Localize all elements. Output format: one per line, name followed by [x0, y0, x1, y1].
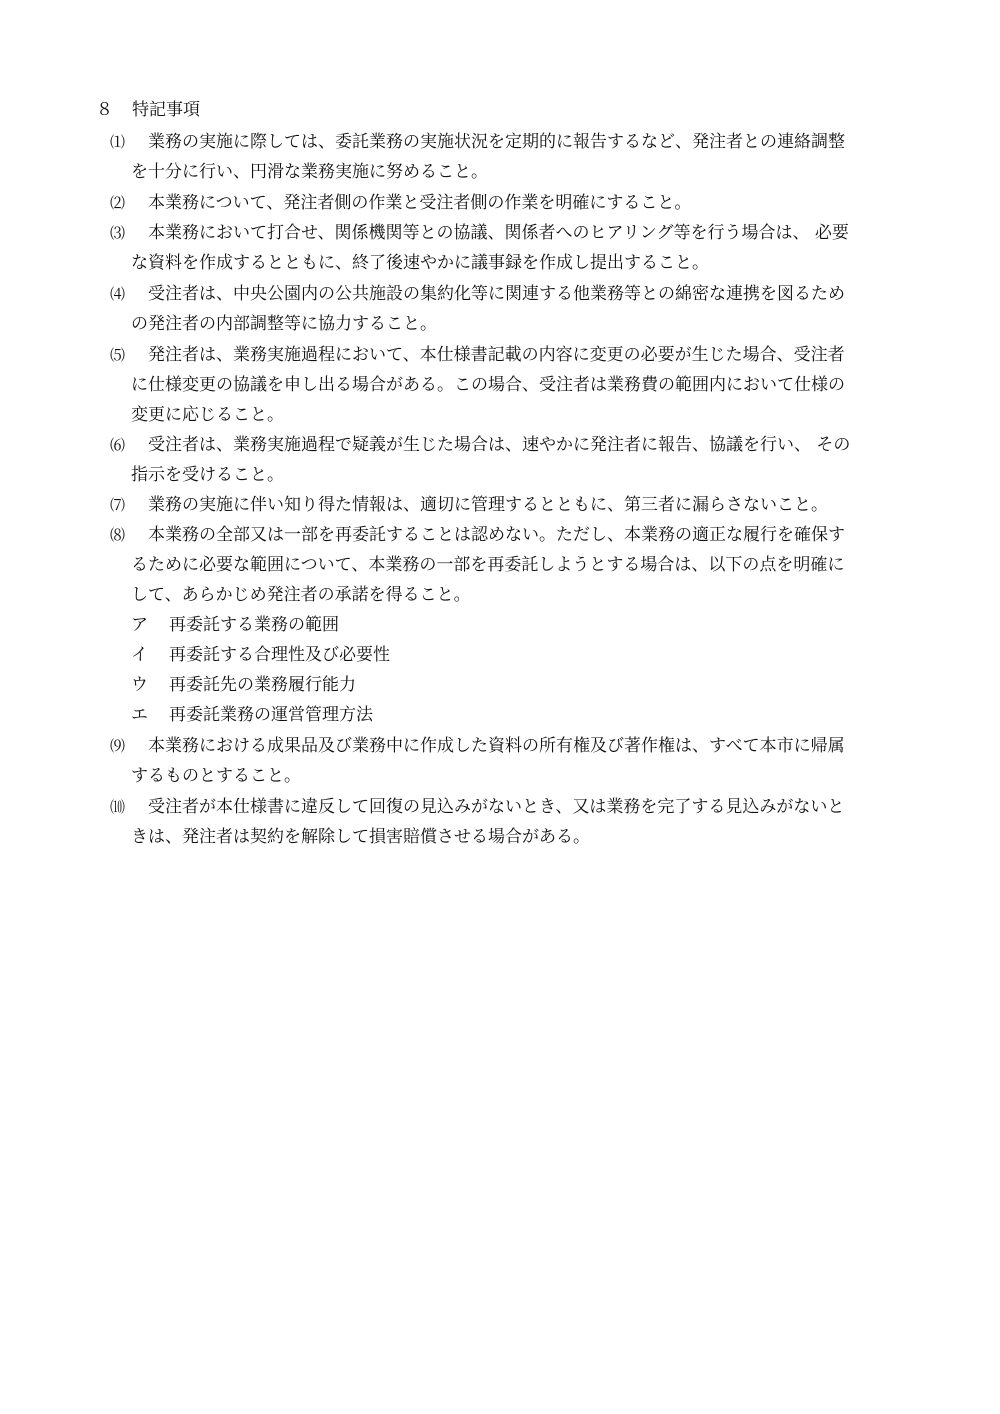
list-item-7	[110, 490, 910, 520]
item-text-line: 本業務における成果品及び業務中に作成した資料の所有権及び著作権は、すべて本市に帰属	[148, 736, 845, 756]
item-marker: ⑹	[110, 436, 126, 454]
list-item-3	[110, 218, 910, 278]
section-number: ８	[96, 100, 113, 120]
item-text-line: に仕様変更の協議を申し出る場合がある。この場合、受注者は業務費の範囲内において仕様の	[131, 375, 845, 395]
sub-item-u	[131, 670, 356, 700]
list-item-2	[110, 188, 910, 218]
item-text-line: を十分に行い、円滑な業務実施に努めること。	[131, 162, 488, 182]
item-text-line: るために必要な範囲について、本業務の一部を再委託しようとする場合は、以下の点を明確に	[131, 555, 845, 575]
item-text-line: して、あらかじめ発注者の承諾を得ること。	[131, 585, 471, 605]
list-item-8	[110, 520, 910, 610]
item-text-line: 変更に応じること。	[131, 405, 284, 425]
item-text-line: 業務の実施に伴い知り得た情報は、適切に管理するとともに、第三者に漏らさないこと。	[148, 495, 828, 515]
item-text-line: 受注者が本仕様書に違反して回復の見込みがないとき、又は業務を完了する見込みがないと	[148, 797, 845, 817]
item-marker: ⑷	[110, 285, 126, 303]
item-marker: ⑴	[110, 133, 126, 151]
item-text-line: 受注者は、業務実施過程で疑義が生じた場合は、速やかに発注者に報告、協議を行い、 その	[148, 435, 851, 455]
section-title: 特記事項	[132, 100, 200, 120]
item-text-line: するものとすること。	[131, 766, 301, 786]
list-item-5	[110, 340, 910, 430]
sub-item-i	[131, 640, 390, 670]
item-marker: ⑽	[110, 798, 126, 816]
sub-item-text: 再委託業務の運営管理方法	[169, 705, 373, 725]
item-text-line: の発注者の内部調整等に協力すること。	[131, 314, 437, 334]
sub-item-e	[131, 700, 373, 730]
sub-item-marker: ウ	[131, 675, 148, 695]
item-marker: ⑶	[110, 224, 126, 242]
item-text-line: 業務の実施に際しては、委託業務の実施状況を定期的に報告するなど、発注者との連絡調整	[148, 132, 845, 152]
item-marker: ⑸	[110, 346, 126, 364]
list-item-4	[110, 279, 910, 339]
item-text-line: きは、発注者は契約を解除して損害賠償させる場合がある。	[131, 827, 590, 847]
list-item-9	[110, 731, 910, 791]
list-item-6	[110, 430, 910, 490]
item-marker: ⑵	[110, 194, 126, 212]
sub-item-text: 再委託する業務の範囲	[169, 615, 339, 635]
item-text-line: 発注者は、業務実施過程において、本仕様書記載の内容に変更の必要が生じた場合、受注者	[148, 345, 845, 365]
item-text-line: 本業務において打合せ、関係機関等との協議、関係者へのヒアリング等を行う場合は、 必要	[148, 223, 849, 243]
sub-item-marker: ア	[131, 615, 148, 635]
sub-item-text: 再委託する合理性及び必要性	[169, 645, 390, 665]
item-marker: ⑼	[110, 737, 126, 755]
sub-item-text: 再委託先の業務履行能力	[169, 675, 356, 695]
sub-item-marker: エ	[131, 705, 148, 725]
sub-item-marker: イ	[131, 645, 148, 665]
sub-item-a	[131, 610, 339, 640]
item-text-line: 受注者は、中央公園内の公共施設の集約化等に関連する他業務等との綿密な連携を図るため	[148, 284, 845, 304]
item-text-line: 指示を受けること。	[131, 465, 284, 485]
item-text-line: 本業務について、発注者側の作業と受注者側の作業を明確にすること。	[148, 193, 692, 213]
list-item-10	[110, 792, 910, 852]
list-item-1	[110, 127, 910, 187]
item-marker: ⑺	[110, 496, 126, 514]
item-text-line: な資料を作成するとともに、終了後速やかに議事録を作成し提出すること。	[131, 253, 709, 273]
section-heading	[96, 98, 200, 122]
item-text-line: 本業務の全部又は一部を再委託することは認めない。ただし、本業務の適正な履行を確保す	[148, 525, 845, 545]
item-marker: ⑻	[110, 526, 126, 544]
